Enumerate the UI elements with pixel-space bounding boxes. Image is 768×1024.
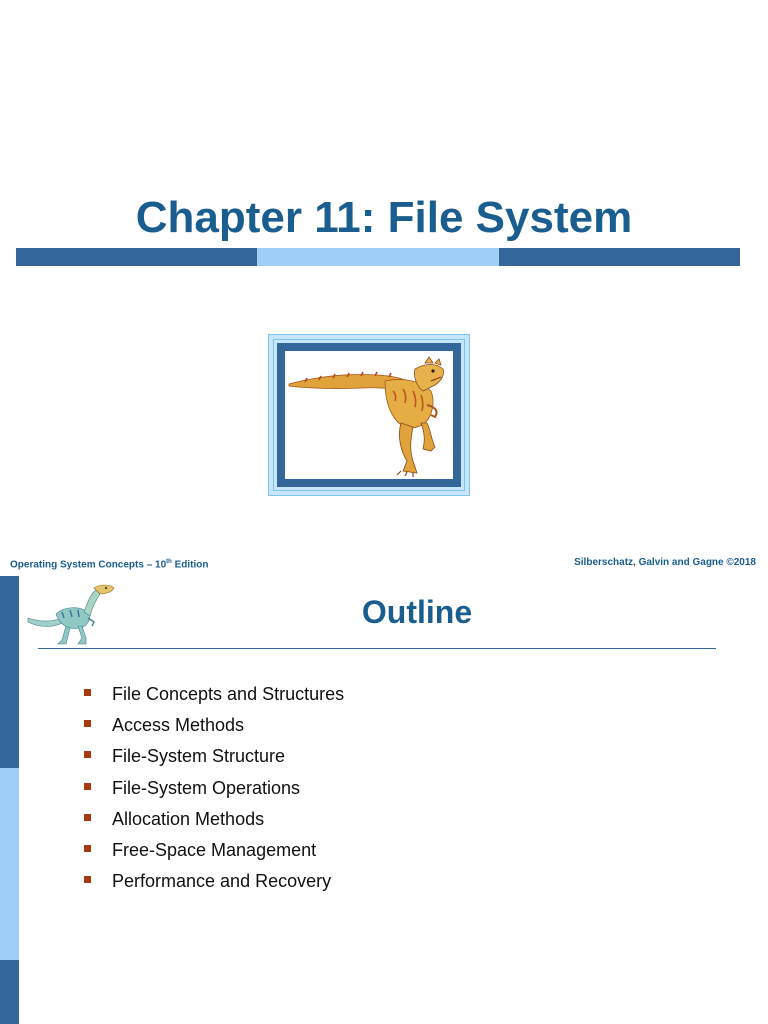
side-strip-light xyxy=(0,768,19,960)
square-bullet-icon xyxy=(84,751,91,758)
list-item: Allocation Methods xyxy=(84,805,344,836)
small-dinosaur-icon xyxy=(26,582,120,648)
square-bullet-icon xyxy=(84,783,91,790)
title-bar-segment-left xyxy=(16,248,257,266)
square-bullet-icon xyxy=(84,845,91,852)
list-item: File-System Operations xyxy=(84,774,344,805)
list-item: File Concepts and Structures xyxy=(84,680,344,711)
list-item: Access Methods xyxy=(84,711,344,742)
side-color-strip xyxy=(0,576,19,1024)
square-bullet-icon xyxy=(84,876,91,883)
list-item: Performance and Recovery xyxy=(84,867,344,898)
cover-image-frame xyxy=(268,334,470,496)
list-item: Free-Space Management xyxy=(84,836,344,867)
title-underline-bar xyxy=(16,248,740,266)
outline-divider xyxy=(38,648,716,649)
list-item: File-System Structure xyxy=(84,742,344,773)
outline-slide xyxy=(0,576,768,1024)
chapter-title: Chapter 11: File System xyxy=(135,193,633,242)
square-bullet-icon xyxy=(84,720,91,727)
side-strip-dark-top xyxy=(0,576,19,768)
footer-book-title: Operating System Concepts – 10th Edition xyxy=(10,559,209,571)
square-bullet-icon xyxy=(84,814,91,821)
outline-title: Outline xyxy=(361,594,473,630)
side-strip-dark-bottom xyxy=(0,960,19,1024)
footer-authors: Silberschatz, Galvin and Gagne ©2018 xyxy=(574,557,756,568)
title-bar-segment-right xyxy=(499,248,740,266)
title-bar-segment-middle xyxy=(257,248,498,266)
dinosaur-illustration-icon xyxy=(285,351,453,479)
outline-bullet-list xyxy=(84,680,344,898)
cover-image-border xyxy=(277,343,461,487)
cover-image-canvas xyxy=(285,351,453,479)
square-bullet-icon xyxy=(84,689,91,696)
